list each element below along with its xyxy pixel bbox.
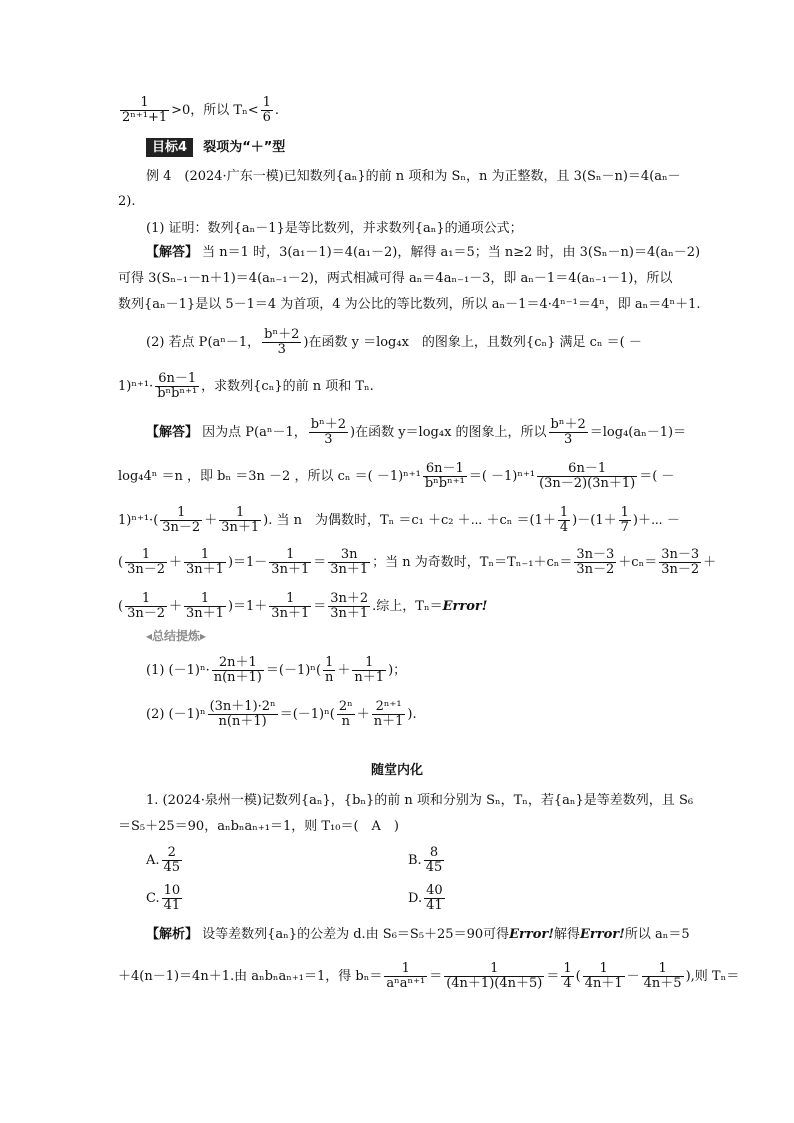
fraction: $\frac{1}{(4n+1)(4n+5)}$: [446, 961, 543, 991]
fraction: $\frac{2}{45}$: [163, 845, 181, 875]
fraction: $\frac{3n-3}{3n-2}$: [661, 547, 700, 577]
practice-question-line: ＝S₅＋25＝90，aₙbₙaₙ₊₁＝1，则 T₁₀＝( A ): [118, 819, 399, 834]
error-text: Error!: [442, 599, 488, 614]
example-line: 例 4 (2024·广东一模)已知数列{aₙ}的前 n 项和为 Sₙ，n 为正整数，且 3(Sₙ－n)＝4(aₙ－: [146, 169, 681, 184]
fraction: $\frac{1}{4n+1}$: [584, 961, 623, 991]
solution-line: ＋4(n－1)＝4n＋1.由 aₙbₙaₙ₊₁＝1，得 bₙ＝ $\frac{1}{\text{aⁿaⁿ⁺¹}}$ ＝ $\frac{1}{(4n+1)(4n+5)}$ ＝ $\frac{1}{4}$ ( $\frac{1}{4n+1}$ － $\frac{1}{4n+5}$ ),则 Tₙ＝: [118, 961, 740, 991]
target-title: 裂项为“＋”型: [203, 140, 286, 155]
fraction: $\frac{\text{(3n＋1)·2ⁿ}}{n(n+1)}$: [209, 699, 276, 729]
option-a: A. $\frac{2}{45}$: [146, 845, 181, 875]
fraction: $\frac{6n-1}{\text{bⁿbⁿ⁺¹}}$: [157, 371, 198, 401]
fraction: $\frac{\text{bⁿ＋2}}{3}$: [310, 417, 346, 447]
fraction: $\frac{3n+2}{3n+1}$: [330, 591, 369, 621]
answer-2-line: log₄4ⁿ ＝n ，即 bₙ ＝3n －2 ，所以 cₙ ＝( －1)ⁿ⁺¹ $\frac{6n-1}{\text{bⁿbⁿ⁺¹}}$ ＝( －1)ⁿ⁺¹ $\frac{6n-1}{(3n-2)(3n+1)}$ ＝( －: [118, 461, 675, 491]
summary-item-2: (2) (－1)ⁿ $\frac{\text{(3n＋1)·2ⁿ}}{n(n+1)}$ ＝(－1)ⁿ( $\frac{\text{2ⁿ}}{n}$ ＋ $\frac{\text{2ⁿ⁺¹}}{n+1}$ ).: [146, 699, 417, 729]
option-c: C. $\frac{10}{41}$: [146, 883, 181, 913]
option-d: D. $\frac{40}{41}$: [408, 883, 443, 913]
answer-2-line: 1)ⁿ⁺¹·( $\frac{1}{3n-2}$ ＋ $\frac{1}{3n+1}$ ). 当 n 为偶数时，Tₙ ＝c₁ ＋c₂ ＋⋯ ＋cₙ ＝(1＋ $\frac{1}{4}$ )－(1＋ $\frac{1}{7}$ )＋⋯ －: [118, 505, 680, 535]
answer-2-line: ( $\frac{1}{3n-2}$ ＋ $\frac{1}{3n+1}$ )＝1＋ $\frac{1}{3n+1}$ ＝ $\frac{3n+2}{3n+1}$ .综上，Tₙ＝Error!: [118, 591, 488, 621]
fraction: $\frac{\text{2ⁿ}}{n}$: [338, 699, 353, 729]
fraction: $\frac{1}{3n+1}$: [271, 547, 310, 577]
summary-tag: ◂总结提炼▸: [146, 629, 207, 643]
fraction: $\frac{8}{45}$: [425, 845, 443, 875]
target-heading: [146, 138, 285, 157]
fraction: $\frac{1}{7}$: [620, 505, 629, 535]
fraction: $\frac{1}{3n-2}$: [127, 591, 165, 621]
question-1: (1) 证明：数列{aₙ－1}是等比数列，并求数列{aₙ}的通项公式；: [146, 221, 523, 236]
fraction: $\frac{1}{n+1}$: [354, 655, 385, 685]
fraction: $\frac{1}{3n-2}$: [127, 547, 165, 577]
answer-1-line: 可得 3(Sₙ₋₁－n＋1)＝4(aₙ₋₁－2)，两式相减可得 aₙ＝4aₙ₋₁－3，即 aₙ－1＝4(aₙ₋₁－1)，所以: [118, 271, 673, 286]
fraction: $\frac{6n-1}{(3n-2)(3n+1)}$: [539, 461, 636, 491]
fraction: $\frac{1}{\text{2ⁿ⁺¹+1}}$: [122, 95, 168, 125]
fraction: $\frac{3n-3}{3n-2}$: [576, 547, 615, 577]
fraction: $\frac{\text{2ⁿ⁺¹}}{n+1}$: [373, 699, 404, 729]
fraction: $\frac{1}{4}$: [563, 961, 572, 991]
summary-item-1: (1) (－1)ⁿ· $\frac{2n+1}{n(n+1)}$ ＝(－1)ⁿ( $\frac{1}{n}$ ＋ $\frac{1}{n+1}$ )；: [146, 655, 407, 685]
question-2-line: (2) 若点 P(aⁿ－1， $\frac{\text{bⁿ＋2}}{3}$ )在函数 y ＝log₄x 的图象上，且数列{cₙ} 满足 cₙ ＝( －: [146, 327, 642, 357]
top-inequality-line: $\frac{1}{\text{2ⁿ⁺¹+1}}$ >0，所以 Tₙ< $\frac{1}{6}$ .: [122, 95, 280, 125]
fraction: $\frac{1}{3n+1}$: [271, 591, 310, 621]
example-line: 2).: [118, 194, 136, 209]
section-heading: 随堂内化: [370, 763, 423, 778]
fraction: $\frac{1}{3n+1}$: [221, 505, 260, 535]
fraction: $\frac{2n+1}{n(n+1)}$: [213, 655, 262, 685]
fraction: $\frac{1}{4n+5}$: [643, 961, 682, 991]
error-text: Error!: [579, 927, 625, 942]
answer-1-line: 【解答】 当 n＝1 时，3(a₁－1)＝4(a₁－2)，解得 a₁＝5；当 n≥2 时，由 3(Sₙ－n)＝4(aₙ－2): [146, 245, 701, 260]
answer-2-line: 【解答】 因为点 P(aⁿ－1， $\frac{\text{bⁿ＋2}}{3}$ )在函数 y＝log₄x 的图象上，所以 $\frac{\text{bⁿ＋2}}{3}$ ＝log₄(aₙ－1)＝: [146, 417, 687, 447]
fraction: $\frac{40}{41}$: [426, 883, 443, 913]
question-2-line: 1)ⁿ⁺¹· $\frac{6n-1}{\text{bⁿbⁿ⁺¹}}$ ，求数列{cₙ}的前 n 项和 Tₙ.: [118, 371, 374, 401]
answer-label: 【解答】: [146, 245, 199, 260]
fraction: $\frac{1}{3n+1}$: [186, 591, 224, 621]
fraction: $\frac{1}{\text{aⁿaⁿ⁺¹}}$: [386, 961, 426, 991]
fraction: $\frac{10}{41}$: [163, 883, 181, 913]
solution-line: 【解析】 设等差数列{aₙ}的公差为 d.由 S₆＝S₅＋25＝90可得Error!解得Error!所以 aₙ＝5: [146, 927, 690, 942]
answer-2-line: ( $\frac{1}{3n-2}$ ＋ $\frac{1}{3n+1}$ )＝1－ $\frac{1}{3n+1}$ ＝ $\frac{3n}{3n+1}$ ；当 n 为奇数时，Tₙ＝Tₙ₋₁＋cₙ＝ $\frac{3n-3}{3n-2}$ ＋cₙ＝ $\frac{3n-3}{3n-2}$ ＋: [118, 547, 717, 577]
fraction: $\frac{6n-1}{\text{bⁿbⁿ⁺¹}}$: [424, 461, 465, 491]
fraction: $\frac{\text{bⁿ＋2}}{3}$: [264, 327, 300, 357]
fraction: $\frac{\text{bⁿ＋2}}{3}$: [550, 417, 586, 447]
fraction: $\frac{1}{6}$: [262, 95, 271, 125]
fraction: $\frac{3n}{3n+1}$: [330, 547, 369, 577]
answer-1-line: 数列{aₙ－1}是以 5－1＝4 为首项，4 为公比的等比数列，所以 aₙ－1＝4·4ⁿ⁻¹＝4ⁿ，即 aₙ＝4ⁿ＋1.: [118, 297, 701, 312]
fraction: $\frac{1}{3n+1}$: [186, 547, 224, 577]
answer-label: 【解答】: [146, 425, 199, 440]
option-b: B. $\frac{8}{45}$: [408, 845, 443, 875]
fraction: $\frac{1}{4}$: [559, 505, 569, 535]
target-badge: 目标4: [146, 138, 193, 157]
fraction: $\frac{1}{n}$: [325, 655, 334, 685]
solution-label: 【解析】: [146, 927, 199, 942]
fraction: $\frac{1}{3n-2}$: [162, 505, 201, 535]
error-text: Error!: [509, 927, 554, 942]
practice-question-line: 1. (2024·泉州一模)记数列{aₙ}，{bₙ}的前 n 项和分别为 Sₙ，Tₙ，若{aₙ}是等差数列，且 S₆: [146, 793, 694, 808]
